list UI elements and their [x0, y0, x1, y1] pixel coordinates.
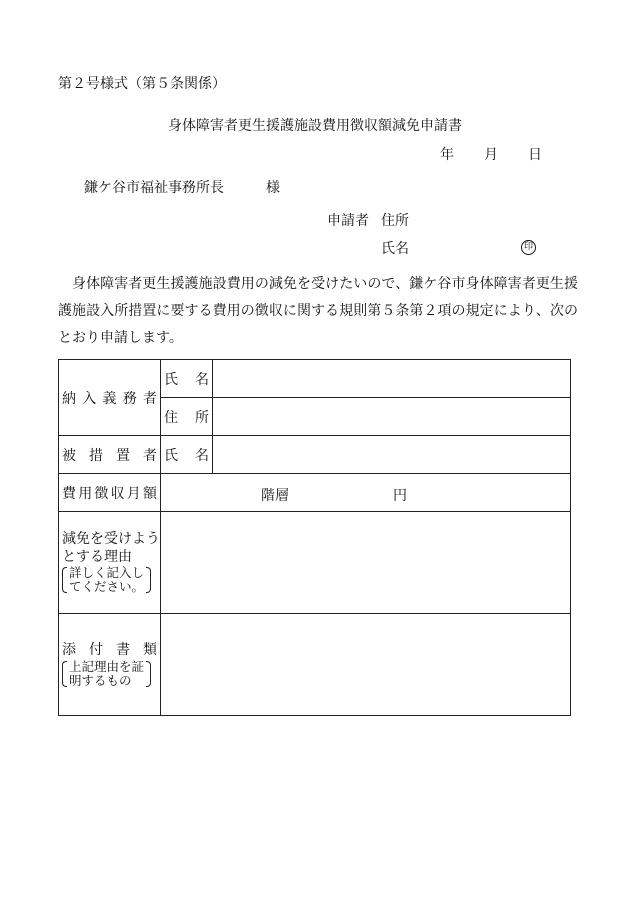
seal-mark: 印 — [521, 240, 536, 255]
applicant-label: 申請者 — [327, 213, 369, 229]
yen-label: 円 — [393, 488, 407, 504]
monthly-fee-field[interactable] — [161, 474, 571, 512]
attachments-label-cell: 添 付 書 類 上記理由を証 明するもの — [59, 614, 161, 716]
addressee-name: 鎌ケ谷市福祉事務所長 — [84, 180, 224, 196]
date-year-label: 年 — [440, 147, 454, 163]
beneficiary-label-cell: 被 措 置 者 — [59, 436, 161, 474]
request-statement: 身体障害者更生援護施設費用の減免を受けたいので、鎌ケ谷市身体障害者更生援護施設入所措置に要する費用の徴収に関する規則第５条第２項の規定により、次のとおり申請します。 — [58, 276, 578, 346]
obligor-address-label: 住 所 — [161, 398, 213, 436]
date-day-label: 日 — [528, 147, 542, 163]
obligor-name-label: 氏 名 — [161, 360, 213, 398]
applicant-name-label: 氏名 — [381, 241, 409, 257]
form-title: 身体障害者更生援護施設費用徴収額減免申請書 — [168, 118, 462, 134]
application-table — [58, 359, 571, 716]
reason-field[interactable] — [161, 512, 571, 614]
attachments-note: 上記理由を証 明するもの — [62, 660, 151, 688]
beneficiary-name-field[interactable] — [213, 436, 571, 474]
monthly-fee-label-cell: 費 用 徴 収 月 額 — [59, 474, 161, 512]
form-number: 第２号様式（第５条関係） — [58, 76, 226, 92]
obligor-address-field[interactable] — [213, 398, 571, 436]
attachments-field[interactable] — [161, 614, 571, 716]
reason-note: 詳しく記入し てください。 — [62, 566, 151, 594]
addressee-honorific: 様 — [266, 180, 280, 196]
date-month-label: 月 — [484, 147, 498, 163]
beneficiary-name-label: 氏 名 — [161, 436, 213, 474]
applicant-address-label: 住所 — [381, 213, 409, 229]
reason-label-cell: 減免を受けよう とする理由 詳しく記入し てください。 — [59, 512, 161, 614]
tier-label: 階層 — [261, 488, 289, 504]
obligor-name-field[interactable] — [213, 360, 571, 398]
obligor-label-cell: 納 入 義 務 者 — [59, 360, 161, 436]
